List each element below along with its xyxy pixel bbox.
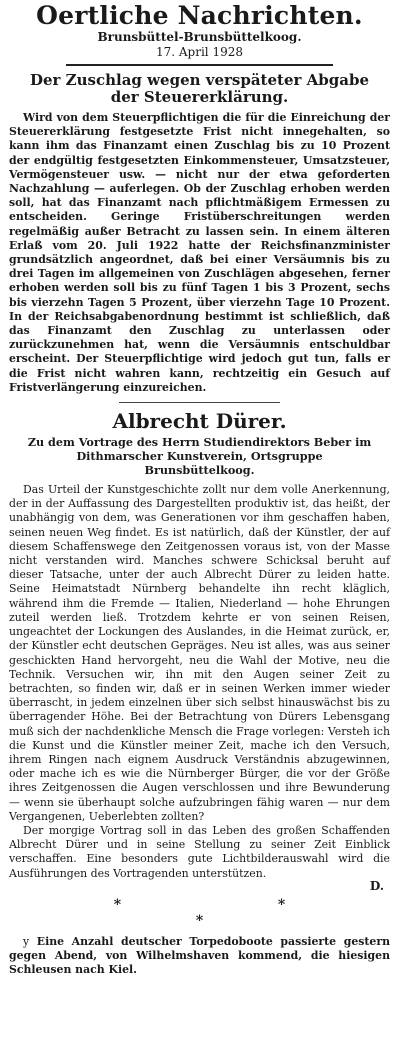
author-signature: D. [369, 878, 384, 893]
article-headline-line1: Der Zuschlag wegen verspäteter Abgabe [29, 71, 369, 89]
asterism-separator: * * * [113, 896, 362, 929]
article-albrecht-duerer [9, 409, 390, 929]
masthead-rule [66, 64, 333, 66]
section-divider [119, 402, 280, 403]
notice-marker: y [23, 934, 30, 948]
article-paragraph-2: Der morgige Vortrag soll in das Leben des großen Schaffenden Albrecht Dürer und in seine Stellung zu seiner Zeit Einblick verschaffen. Eine besonders gute Lichtbilderauswahl wird die Ausführungen des Vortragenden unterstützen. [9, 823, 390, 880]
article-body [9, 483, 390, 881]
article-headline-line2: der Steuererklärung. [110, 88, 289, 106]
notice-text: Eine Anzahl deutscher Torpedoboote passierte gestern gegen Abend, von Wilhelmshaven kommend, die hiesigen Schleusen nach Kiel. [9, 934, 390, 977]
article-paragraph: Wird von dem Steuerpflichtigen die für die Einreichung der Steuererklärung festgesetzte Frist nicht innegehalten, so kann ihm das Finanzamt einen Zuschlag bis zu 10 Prozent der endgültig festgesetzten Einkommensteuer, Umsatzsteuer, Vermögensteuer usw. — nicht nur der etwa geforderten Nachzahlung — auferlegen. Ob der Zuschlag erhoben werden soll, hat das Finanzamt nach pflichtmäßigem Ermessen zu entscheiden. Geringe Fristüberschreitungen werden regelmäßig außer Betracht zu lassen sein. In einem älteren Erlaß vom 20. Juli 1922 hatte der Reichsfinanzminister grundsätzlich angeordnet, daß bei einer Versäumnis bis zu drei Tagen im allgemeinen von Zuschlägen abgesehen, ferner erhoben werden soll bis zu fünf Tagen 1 bis 3 Prozent, sechs bis vierzehn Tagen 5 Prozent, über vierzehn Tage 10 Prozent. In der Reichsabgabenordnung bestimmt ist schließlich, daß das Finanzamt den Zuschlag zu unterlassen oder zurückzunehmen hat, wenn die Versäumnis entschuldbar erscheint. Der Steuerpflichtige wird jedoch gut tun, falls er die Frist nicht wahren kann, rechtzeitig ein Gesuch auf Fristverlängerung einzureichen. [9, 111, 390, 394]
article-intro: Zu dem Vortrage des Herrn Studiendirektors Beber im Dithmarscher Kunstverein, Ortsgruppe Brunsbüttelkoog. [27, 435, 372, 478]
article-title: Albrecht Dürer. [112, 409, 287, 434]
article-paragraph-1: Das Urteil der Kunstgeschichte zollt nur dem volle Anerkennung, der in der Auffassung des Dargestellten produktiv ist, das heißt, der unabhängig von dem, was Generationen vor ihm geschaffen haben, seinen neuen Weg findet. Es ist natürlich, daß der Künstler, der auf diesem Schaffenswege den Zeitgenossen voraus ist, von der Masse nicht verstanden wird. Manches schwere Schicksal beruht auf dieser Tatsache, unter der auch Albrecht Dürer zu leiden hatte. Seine Heimatstadt Nürnberg behandelte ihn recht kläglich, während ihm die Fremde — Italien, Niederland — hohe Ehrungen zuteil werden ließ. Trotzdem kehrte er von seinen Reisen, ungeachtet der Lockungen des Auslandes, in die Heimat zurück, er, der Künstler echt deutschen Gepräges. Neu ist alles, was aus seiner geschickten Hand hervorgeht, neu die Wahl der Motive, neu die Technik. Versuchen wir, ihn mit den Augen seiner Zeit zu betrachten, so finden wir, daß er in seinen Werken immer wieder überrascht, in jedem einzelnen über sich selbst hinauswächst bis zu überragender Höhe. Bei der Betrachtung von Dürers Lebensgang muß sich der nachdenkliche Mensch die Frage vorlegen: Versteh ich die Kunst und die Künstler meiner Zeit, mache ich den Versuch, ihrem Ringen nach eignem Ausdruck Verständnis abzugewinnen, oder mache ich es wie die Nürnberger Bürger, die vor der Größe ihres Zeitgenossen die Augen verschlossen und ihre Bewunderung — wenn sie überhaupt solche aufzubringen fähig waren — nur dem Vergangenen, Ueberlebten zollten? [9, 483, 390, 823]
issue-date: 17. April 1928 [155, 45, 243, 59]
article-tax-surcharge [9, 72, 390, 395]
location-line: Brunsbüttel-Brunsbüttelkoog. [97, 30, 302, 44]
article-body [9, 111, 390, 395]
news-notice [9, 935, 390, 978]
section-masthead-title: Oertliche Nachrichten. [36, 1, 363, 30]
